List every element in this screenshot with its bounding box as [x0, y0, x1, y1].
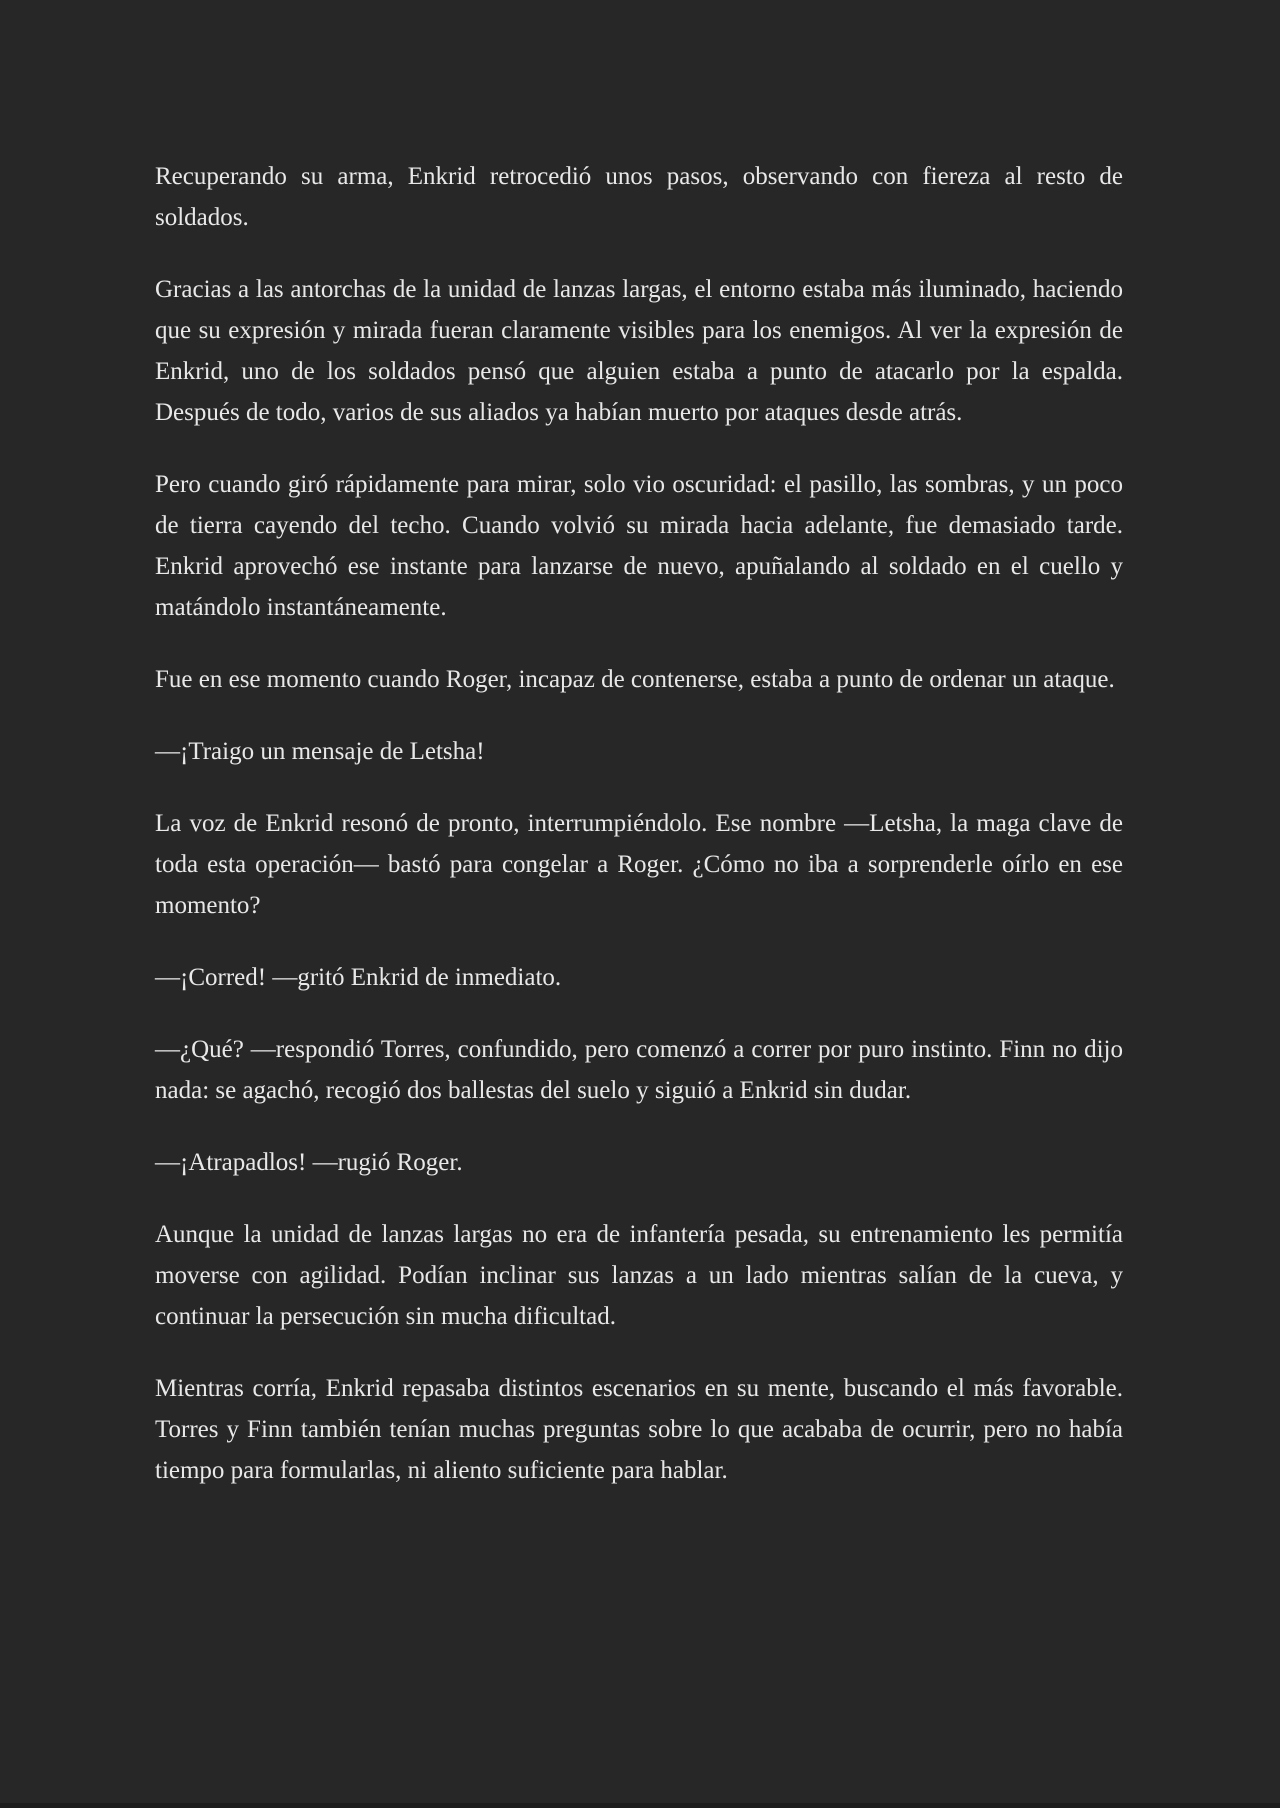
- paragraph: Gracias a las antorchas de la unidad de lanzas largas, el entorno estaba más iluminado, haciendo que su expresión y mirada fueran claramente visibles para los enemigos. Al ver la expresión de Enkrid, uno de los soldados pensó que alguien estaba a punto de atacarlo por la espalda. Después de todo, varios de sus aliados ya habían muerto por ataques desde atrás.: [155, 276, 1123, 426]
- paragraph: —¡Traigo un mensaje de Letsha!: [155, 738, 485, 765]
- page-bottom-edge: [0, 1803, 1280, 1808]
- paragraph: Pero cuando giró rápidamente para mirar, solo vio oscuridad: el pasillo, las sombras, y un poco de tierra cayendo del techo. Cuando volvió su mirada hacia adelante, fue demasiado tarde. Enkrid aprovechó ese instante para lanzarse de nuevo, apuñalando al soldado en el cuello y matándolo instantáneamente.: [155, 471, 1123, 621]
- paragraph: —¡Atrapadlos! —rugió Roger.: [155, 1149, 463, 1176]
- paragraph: Mientras corría, Enkrid repasaba distintos escenarios en su mente, buscando el más favorable. Torres y Finn también tenían muchas preguntas sobre lo que acababa de ocurrir, pero no había tiempo para formularlas, ni aliento suficiente para hablar.: [155, 1375, 1123, 1484]
- paragraph: Aunque la unidad de lanzas largas no era de infantería pesada, su entrenamiento les permitía moverse con agilidad. Podían inclinar sus lanzas a un lado mientras salían de la cueva, y continuar la persecución sin mucha dificultad.: [155, 1221, 1123, 1330]
- page-text: [155, 156, 1123, 1491]
- paragraph: —¿Qué? —respondió Torres, confundido, pero comenzó a correr por puro instinto. Finn no dijo nada: se agachó, recogió dos ballestas del suelo y siguió a Enkrid sin dudar.: [155, 1036, 1123, 1104]
- paragraph: —¡Corred! —gritó Enkrid de inmediato.: [155, 964, 562, 991]
- paragraph: Fue en ese momento cuando Roger, incapaz de contenerse, estaba a punto de ordenar un ataque.: [155, 666, 1115, 693]
- paragraph: La voz de Enkrid resonó de pronto, interrumpiéndolo. Ese nombre —Letsha, la maga clave de toda esta operación— bastó para congelar a Roger. ¿Cómo no iba a sorprenderle oírlo en ese momento?: [155, 810, 1123, 919]
- paragraph: Recuperando su arma, Enkrid retrocedió unos pasos, observando con fiereza al resto de soldados.: [155, 163, 1123, 231]
